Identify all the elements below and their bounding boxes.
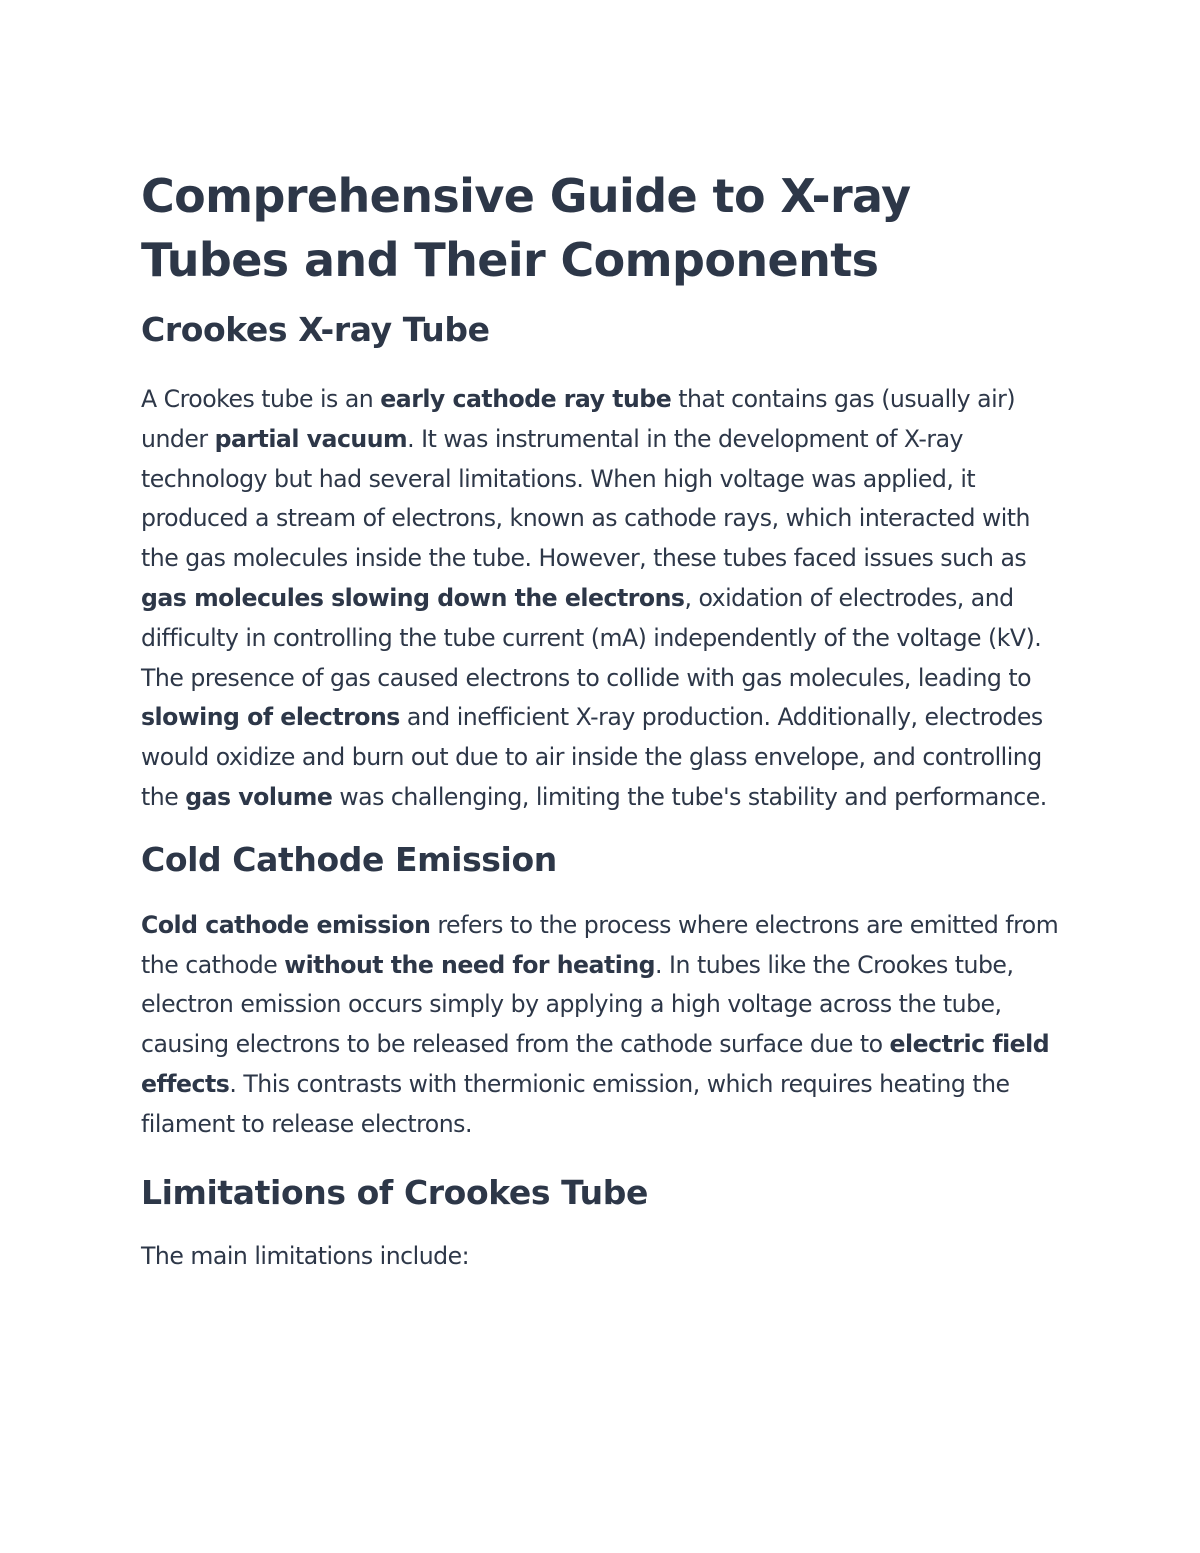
bold-text-run: Cold cathode emission: [141, 910, 431, 939]
section-paragraph-cold-cathode: [141, 906, 1066, 1145]
text-run: The main limitations include:: [141, 1241, 470, 1270]
text-run: A Crookes tube is an: [141, 385, 381, 413]
page-title: Comprehensive Guide to X-ray Tubes and Their Components: [141, 169, 911, 287]
bold-text-run: slowing of electrons: [141, 703, 400, 732]
text-run: that contains gas (usually air) under: [141, 385, 1016, 453]
section-paragraph-crookes-tube: [141, 380, 1066, 818]
text-run: and inefficient X-ray production. Additionally, electrodes would oxidize and burn out due to air inside the glass envelope, and controlling the: [141, 703, 1043, 811]
text-run: . In tubes like the Crookes tube, electron emission occurs simply by applying a high voltage across the tube, causing electrons to be released from the cathode surface due to: [141, 950, 1014, 1059]
text-run: was challenging, limiting the tube's stability and performance.: [332, 782, 1047, 811]
bold-text-run: partial vacuum: [214, 424, 408, 453]
text-run: . It was instrumental in the development of X-ray technology but had several limitations. When high voltage was applied, it produced a stream of electrons, known as cathode rays, which interacted with the gas molecules inside the tube. However, these tubes faced issues such as: [141, 424, 1030, 573]
bold-text-run: gas molecules slowing down the electrons: [141, 583, 685, 612]
bold-text-run: gas volume: [185, 782, 333, 811]
text-run: . This contrasts with thermionic emission, which requires heating the filament to release electrons.: [141, 1069, 1010, 1138]
text-run: refers to the process where electrons are emitted from the cathode: [141, 910, 1059, 979]
bold-text-run: early cathode ray tube: [380, 385, 672, 413]
section-heading-crookes-tube: Crookes X-ray Tube: [141, 310, 490, 349]
section-heading-cold-cathode: Cold Cathode Emission: [141, 839, 557, 879]
bold-text-run: electric field effects: [141, 1030, 1050, 1098]
text-run: , oxidation of electrodes, and difficulty in controlling the tube current (mA) independently of the voltage (kV). The presence of gas caused electrons to collide with gas molecules, leading to: [141, 583, 1042, 692]
section-heading-limitations: Limitations of Crookes Tube: [141, 1172, 648, 1212]
document-page: [141, 164, 1066, 1276]
bold-text-run: without the need for heating: [284, 950, 656, 979]
section-paragraph-limitations: [141, 1237, 1066, 1277]
